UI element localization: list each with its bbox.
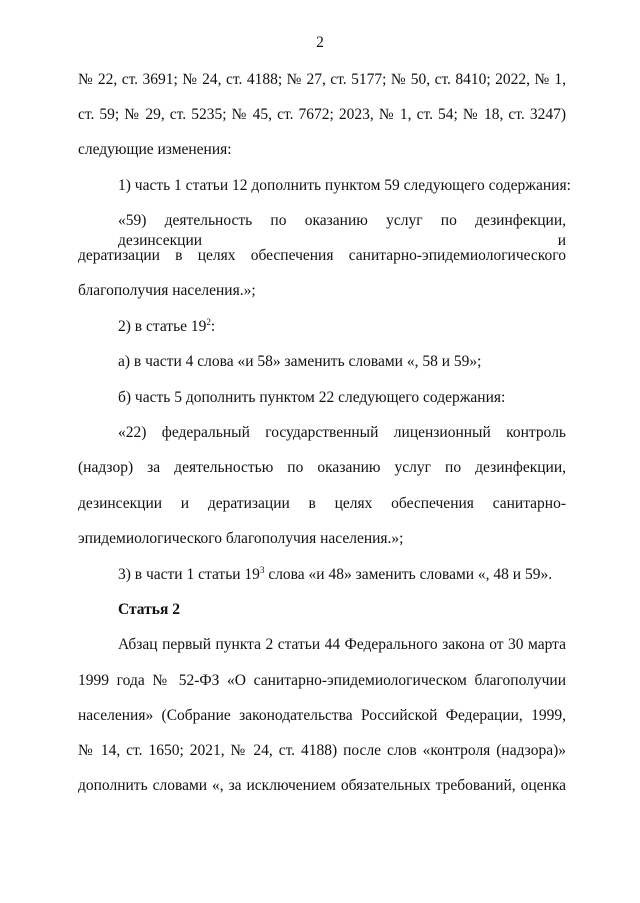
superscript: 2	[206, 317, 211, 327]
text-line: благополучия населения.»;	[78, 282, 256, 299]
text-line: а) в части 4 слова «и 58» заменить словами «, 58 и 59»;	[118, 353, 482, 370]
text-line: № 14, ст. 1650; 2021, № 24, ст. 4188) после слов «контроля (надзора)»	[78, 742, 566, 759]
text-line: ст. 59; № 29, ст. 5235; № 45, ст. 7672; 2023, № 1, ст. 54; № 18, ст. 3247)	[78, 106, 566, 123]
text-line: дератизации в целях обеспечения санитарно-эпидемиологического	[78, 247, 566, 264]
page-number: 2	[316, 34, 324, 51]
text-line: (надзор) за деятельностью по оказанию услуг по дезинфекции,	[78, 459, 566, 476]
text-line: «22) федеральный государственный лицензионный контроль	[118, 424, 566, 441]
text-line: эпидемиологического благополучия населения.»;	[78, 530, 404, 547]
text-line	[118, 565, 566, 585]
text-segment: слова «и 48» заменить словами «, 48 и 59».	[264, 566, 553, 583]
superscript: 3	[259, 565, 265, 575]
text-line: следующие изменения:	[78, 141, 232, 158]
text-segment: 3) в части 1 статьи 19	[118, 566, 260, 583]
text-line: № 22, ст. 3691; № 24, ст. 4188; № 27, ст. 5177; № 50, ст. 8410; 2022, № 1,	[78, 71, 566, 88]
text-line: Абзац первый пункта 2 статьи 44 Федерального закона от 30 марта	[118, 636, 566, 653]
text-segment: :	[210, 318, 216, 335]
text-segment: 2) в статье 19	[118, 318, 207, 335]
text-line	[118, 317, 566, 337]
text-line: населения» (Собрание законодательства Российской Федерации, 1999,	[78, 707, 566, 724]
text-line: дезинсекции и дератизации в целях обеспечения санитарно-	[78, 495, 566, 512]
text-line: дополнить словами «, за исключением обязательных требований, оценка	[78, 777, 566, 794]
article-heading: Статья 2	[118, 601, 180, 618]
text-line: 1) часть 1 статьи 12 дополнить пунктом 59 следующего содержания:	[118, 177, 571, 194]
text-line: б) часть 5 дополнить пунктом 22 следующего содержания:	[118, 389, 506, 406]
text-line: 1999 года № 52-ФЗ «О санитарно-эпидемиологическом благополучии	[78, 672, 566, 689]
text-line: «59) деятельность по оказанию услуг по дезинфекции, дезинсекции и	[118, 212, 566, 249]
